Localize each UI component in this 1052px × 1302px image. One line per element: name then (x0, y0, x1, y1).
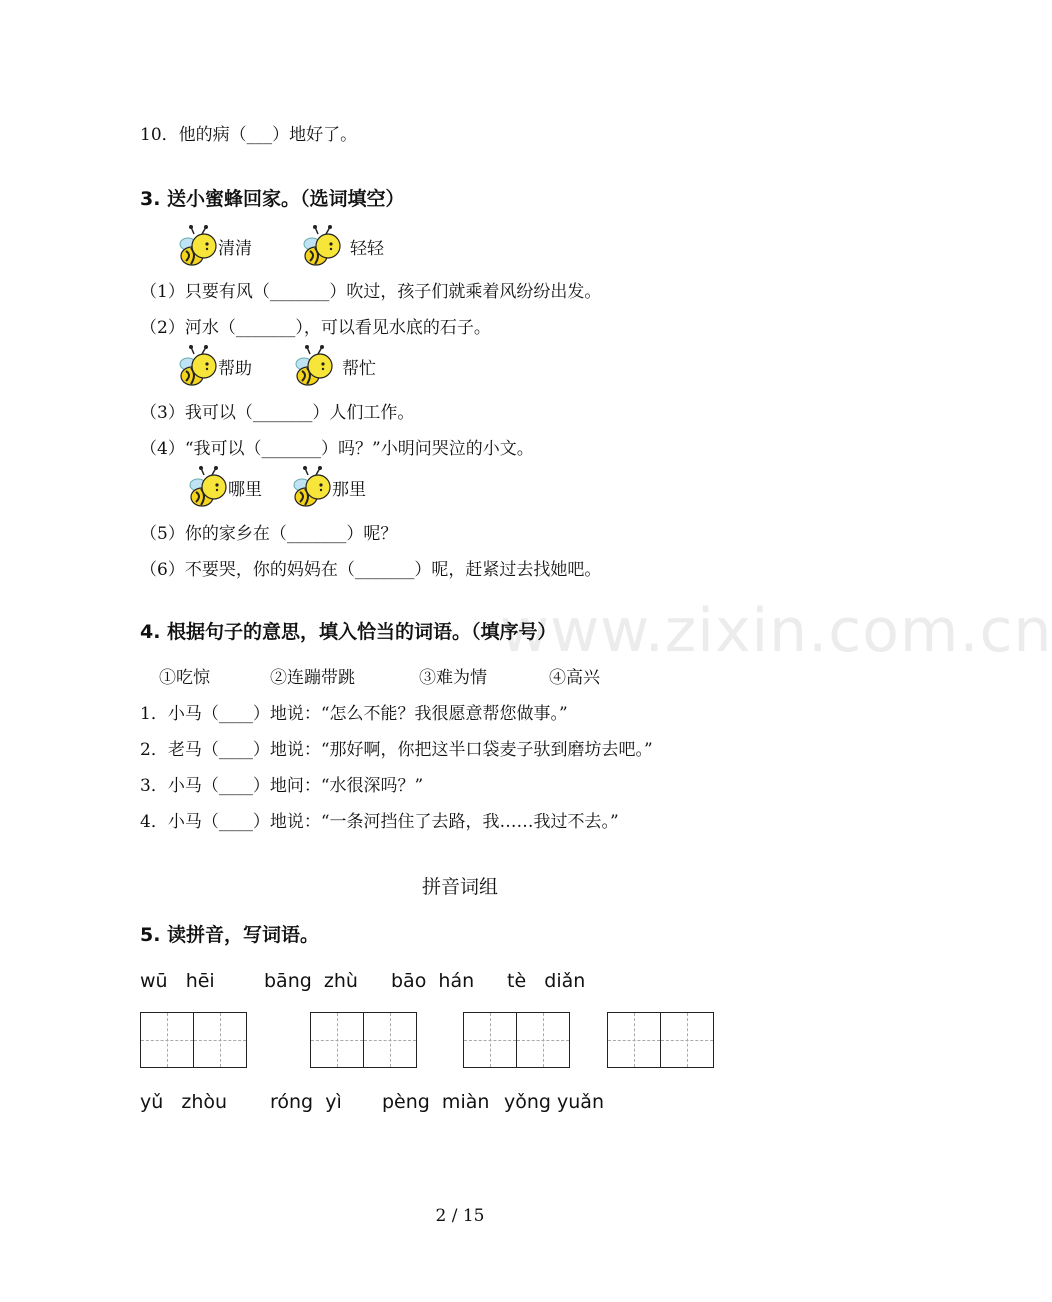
section-3-sentence-6: （6）不要哭，你的妈妈在（_______）呢，赶紧过去找她吧。 (140, 560, 602, 580)
writing-cell[interactable] (311, 1013, 364, 1067)
pinyin-word-8: yǒng yuǎn (504, 1091, 604, 1113)
section-3-title: 3. 送小蜜蜂回家。（选词填空） (140, 188, 405, 210)
writing-cell[interactable] (141, 1013, 194, 1067)
watermark: www.zixin.com.cn (500, 596, 1052, 666)
bee-icon (178, 224, 218, 268)
section-4-sentence-1: 1．小马（____）地说：“怎么不能？我很愿意帮您做事。” (140, 704, 568, 724)
pinyin-word-5: yǔ zhòu (140, 1091, 228, 1113)
bee-option-word: 清清 (218, 238, 252, 259)
option-3: ③难为情 (419, 668, 487, 688)
writing-cell[interactable] (608, 1013, 661, 1067)
section-3-sentence-4: （4）“我可以（_______）吗？”小明问哭泣的小文。 (140, 439, 534, 459)
pinyin-word-1: wū hēi (140, 970, 215, 992)
bee-option-word: 轻轻 (350, 238, 384, 259)
writing-grid-1[interactable] (140, 1012, 247, 1068)
pinyin-word-4: tè diǎn (507, 970, 586, 992)
bee-icon (292, 465, 332, 509)
option-4: ④高兴 (549, 668, 600, 688)
bee-icon (302, 224, 342, 268)
section-4-title: 4. 根据句子的意思，填入恰当的词语。（填序号） (140, 621, 557, 643)
bee-option-1b (302, 224, 384, 268)
page-number: 2 / 15 (435, 1206, 485, 1226)
bee-icon (188, 465, 228, 509)
writing-cell[interactable] (194, 1013, 246, 1067)
section-3-sentence-2: （2）河水（_______），可以看见水底的石子。 (140, 318, 491, 338)
pinyin-section-title: 拼音词组 (421, 876, 498, 898)
writing-cell[interactable] (364, 1013, 416, 1067)
option-1: ①吃惊 (159, 668, 210, 688)
bee-option-word: 那里 (332, 479, 366, 500)
writing-cell[interactable] (464, 1013, 517, 1067)
bee-option-2a (178, 344, 252, 388)
writing-grid-3[interactable] (463, 1012, 570, 1068)
question-10: 10．他的病（___）地好了。 (140, 125, 358, 145)
pinyin-word-6: róng yì (270, 1091, 342, 1113)
writing-grid-2[interactable] (310, 1012, 417, 1068)
section-4-sentence-2: 2．老马（____）地说：“那好啊，你把这半口袋麦子驮到磨坊去吧。” (140, 740, 653, 760)
pinyin-word-7: pèng miàn (382, 1091, 490, 1113)
section-4-sentence-4: 4．小马（____）地说：“一条河挡住了去路，我……我过不去。” (140, 812, 619, 832)
bee-option-word: 哪里 (228, 479, 262, 500)
option-2: ②连蹦带跳 (270, 668, 355, 688)
section-4-sentence-3: 3．小马（____）地问：“水很深吗？” (140, 776, 424, 796)
bee-option-1a (178, 224, 252, 268)
bee-option-3a (188, 465, 262, 509)
bee-option-2b (294, 344, 376, 388)
bee-option-3b (292, 465, 366, 509)
section-3-sentence-3: （3）我可以（_______）人们工作。 (140, 403, 415, 423)
section-5-title: 5. 读拼音，写词语。 (140, 924, 320, 946)
bee-option-word: 帮忙 (342, 358, 376, 379)
section-3-sentence-5: （5）你的家乡在（_______）呢？ (140, 524, 398, 544)
writing-cell[interactable] (517, 1013, 569, 1067)
bee-option-word: 帮助 (218, 358, 252, 379)
pinyin-word-3: bāo hán (391, 970, 475, 992)
bee-icon (294, 344, 334, 388)
pinyin-word-2: bāng zhù (264, 970, 358, 992)
bee-icon (178, 344, 218, 388)
writing-grid-4[interactable] (607, 1012, 714, 1068)
writing-cell[interactable] (661, 1013, 713, 1067)
section-3-sentence-1: （1）只要有风（_______）吹过，孩子们就乘着风纷纷出发。 (140, 282, 602, 302)
